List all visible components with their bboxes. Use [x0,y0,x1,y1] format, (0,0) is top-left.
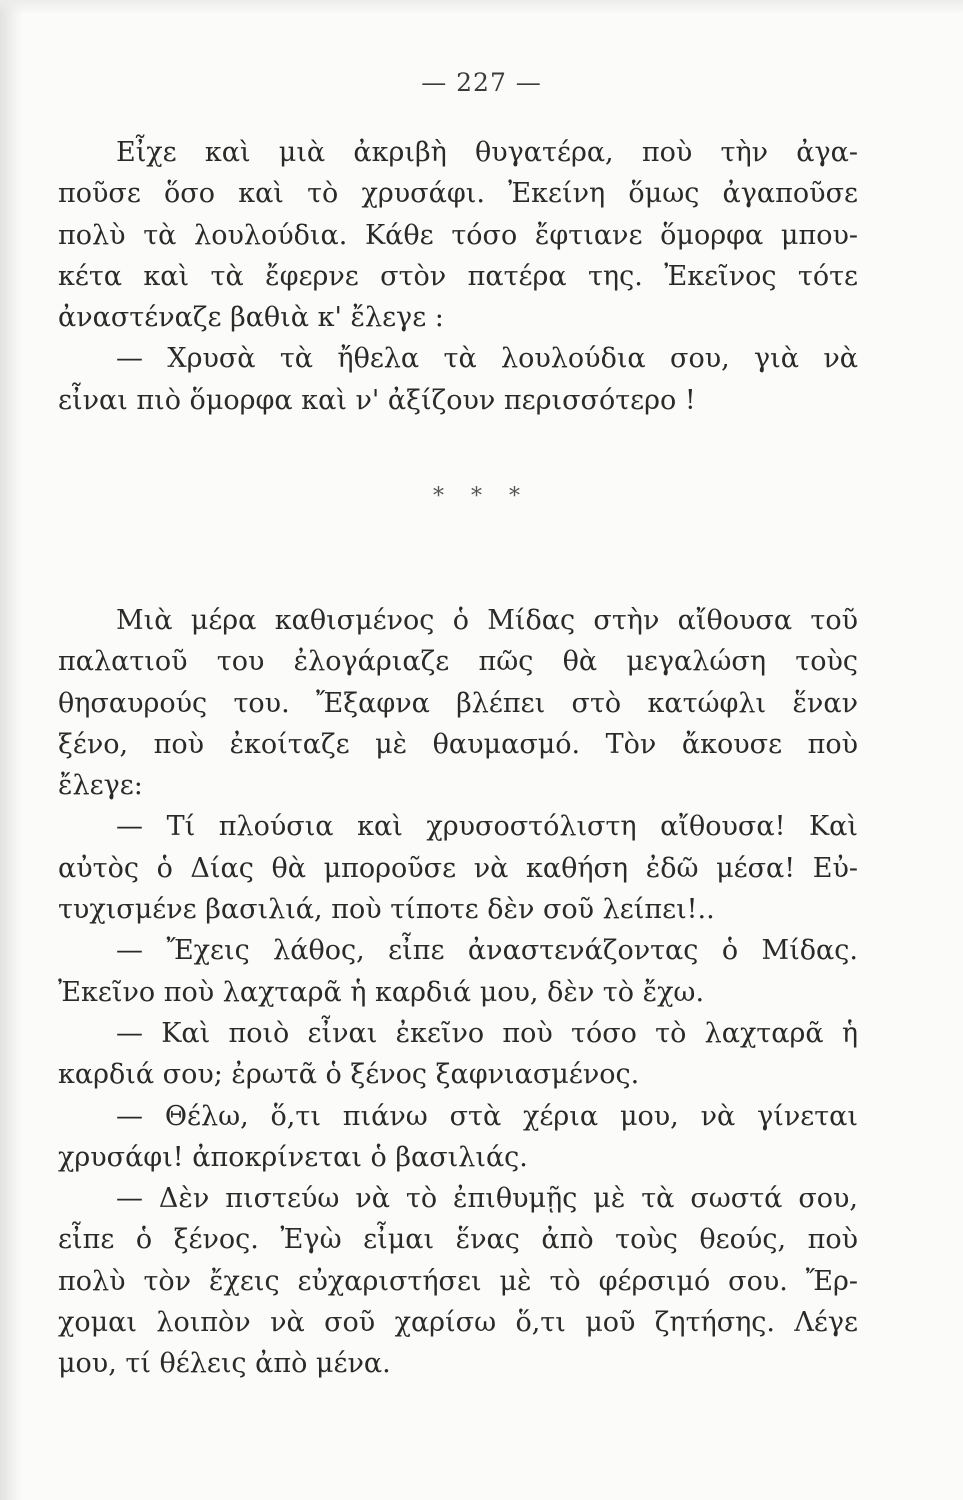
text-line: ἀναστέναζε βαθιὰ κ' ἔλεγε : [58,302,444,334]
text-line: αὐτὸς ὁ Δίας θὰ μποροῦσε νὰ καθήση ἐδῶ μέσα! Εὐ- [58,852,858,884]
text-line: — Δὲν πιστεύω νὰ τὸ ἐπιθυμῇς μὲ τὰ σωστά σου, [116,1183,858,1215]
text-line: μου, τί θέλεις ἀπὸ μένα. [58,1348,391,1380]
text-line: χομαι λοιπὸν νὰ σοῦ χαρίσω ὅ,τι μοῦ ζητήσης. Λέγε [58,1307,858,1339]
text-line: παλατιοῦ του ἐλογάριαζε πῶς θὰ μεγαλώση τοὺς [58,646,858,678]
text-line: χρυσάφι! ἀποκρίνεται ὁ βασιλιάς. [58,1141,528,1173]
page-number: — 227 — [421,68,542,97]
text-line: πολὺ τὰ λουλούδια. Κάθε τόσο ἔφτιανε ὅμορφα μπου- [58,219,858,251]
paragraph-midas-wish [58,1096,858,1179]
paragraph-stranger-speech [58,806,858,930]
text-line: εἶναι πιὸ ὅμορφα καὶ ν' ἀξίζουν περισσότερο ! [58,384,696,416]
paragraph-dialogue [58,338,858,421]
text-line: ποῦσε ὅσο καὶ τὸ χρυσάφι. Ἐκείνη ὅμως ἀγαποῦσε [58,178,858,210]
text-line: — Χρυσὰ τὰ ἤθελα τὰ λουλούδια σου, γιὰ νὰ [116,343,858,375]
text-line: πολὺ τὸν ἔχεις εὐχαριστήσει μὲ τὸ φέρσιμό σου. Ἔρ- [58,1265,858,1297]
text-line: ξένο, ποὺ ἐκοίταζε μὲ θαυμασμό. Τὸν ἄκουσε ποὺ [58,728,858,760]
text-line: — Θέλω, ὅ,τι πιάνω στὰ χέρια μου, νὰ γίνεται [116,1100,858,1132]
text-line: Εἶχε καὶ μιὰ ἀκριβὴ θυγατέρα, ποὺ τὴν ἀγα- [116,137,858,168]
paragraph-stranger-question [58,1013,858,1096]
text-line: τυχισμένε βασιλιά, ποὺ τίποτε δὲν σοῦ λείπει!.. [58,894,715,926]
text-line: ἔλεγε: [58,770,143,802]
paragraph-midas-hall [58,600,858,806]
text-line: — Τί πλούσια καὶ χρυσοστόλιστη αἴθουσα! Καὶ [116,811,858,843]
text-line: Μιὰ μέρα καθισμένος ὁ Μίδας στὴν αἴθουσα τοῦ [116,605,858,636]
page-top-shadow [0,0,963,14]
section-separator: * * * [433,484,530,509]
text-line: — Ἔχεις λάθος, εἶπε ἀναστενάζοντας ὁ Μίδας. [116,935,858,967]
text-line: εἶπε ὁ ξένος. Ἐγὼ εἶμαι ἕνας ἀπὸ τοὺς θεούς, ποὺ [58,1224,858,1256]
text-line: κέτα καὶ τὰ ἔφερνε στὸν πατέρα της. Ἐκεῖνος τότε [58,260,858,292]
text-line: — Καὶ ποιὸ εἶναι ἐκεῖνο ποὺ τόσο τὸ λαχταρᾶ ἡ [116,1017,858,1049]
text-line: Ἐκεῖνο ποὺ λαχταρᾶ ἡ καρδιά μου, δὲν τὸ ἔχω. [58,976,705,1008]
section-2-text [58,600,858,1385]
section-1-text [58,132,858,421]
page-edge-shadow [0,0,22,1500]
paragraph-midas-reply [58,930,858,1013]
paragraph-daughter [58,132,858,338]
paragraph-god-offer [58,1178,858,1384]
text-line: θησαυρούς του. Ἔξαφνα βλέπει στὸ κατώφλι ἕναν [58,687,858,719]
text-line: καρδιά σου; ἐρωτᾶ ὁ ξένος ξαφνιασμένος. [58,1059,640,1091]
